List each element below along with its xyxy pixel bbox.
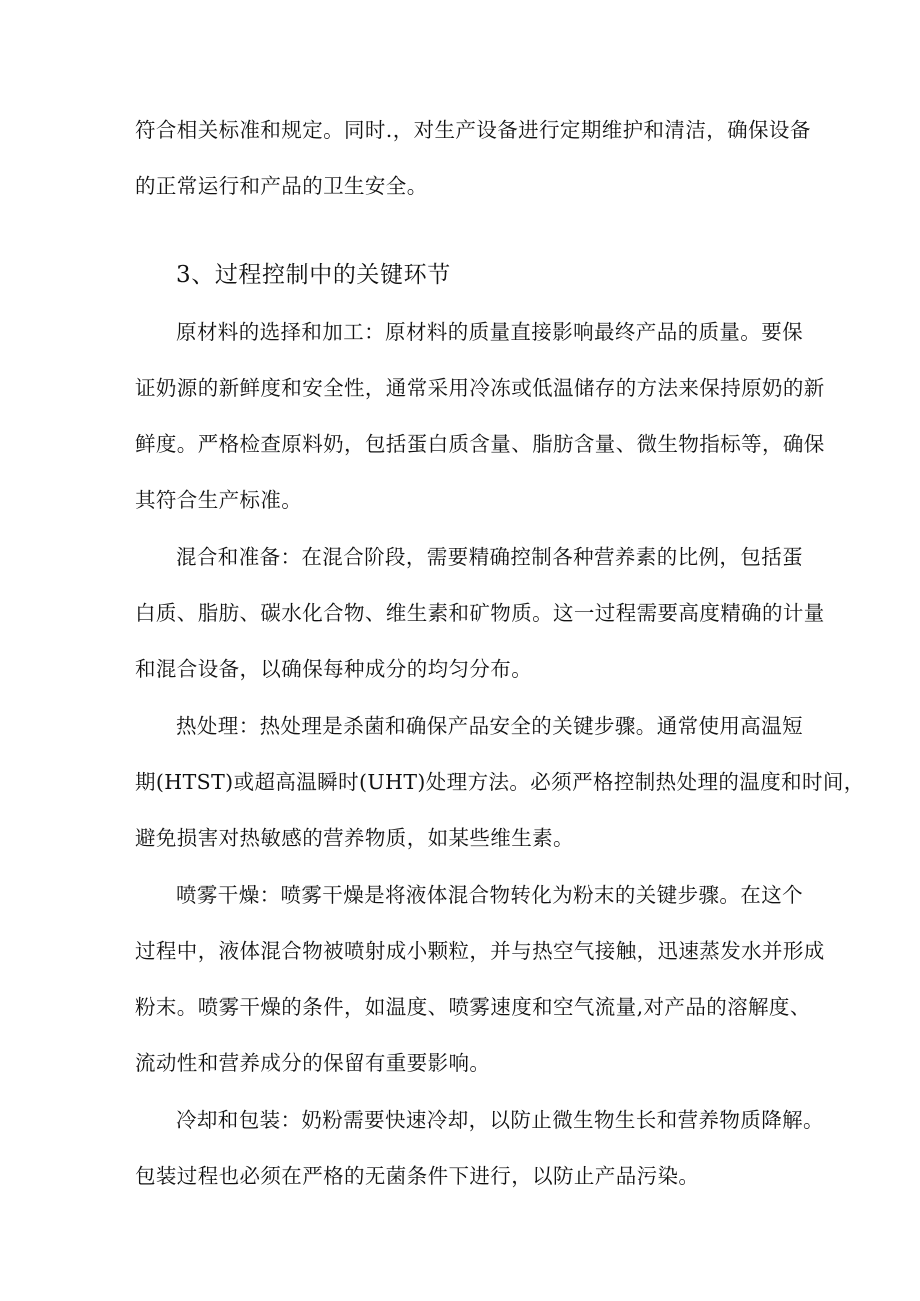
paragraph-line: 冷却和包装：奶粉需要快速冷却，以防止微生物生长和营养物质降解。	[176, 1108, 824, 1132]
paragraph-line: 和混合设备，以确保每种成分的均匀分布。	[135, 657, 533, 681]
paragraph-line: 鲜度。严格检查原料奶，包括蛋白质含量、脂肪含量、微生物指标等，确保	[135, 432, 825, 456]
paragraph-line: 其符合生产标准。	[135, 488, 303, 512]
paragraph-line: 过程中，液体混合物被喷射成小颗粒，并与热空气接触，迅速蒸发水并形成	[135, 939, 825, 963]
paragraph-line: 热处理：热处理是杀菌和确保产品安全的关键步骤。通常使用高温短	[176, 714, 803, 738]
paragraph-line: 流动性和营养成分的保留有重要影响。	[135, 1051, 491, 1075]
paragraph-line: 原材料的选择和加工：原材料的质量直接影响最终产品的质量。要保	[176, 320, 803, 344]
section-heading: 3、过程控制中的关键环节	[176, 262, 451, 288]
paragraph-line: 白质、脂肪、碳水化合物、维生素和矿物质。这一过程需要高度精确的计量	[135, 601, 825, 625]
continuation-line: 符合相关标准和规定。同时.，对生产设备进行定期维护和清洁，确保设备	[135, 118, 811, 142]
paragraph-line: 期(HTST)或超高温瞬时(UHT)处理方法。必须严格控制热处理的温度和时间，	[135, 770, 865, 794]
paragraph-line: 避免损害对热敏感的营养物质，如某些维生素。	[135, 826, 574, 850]
paragraph-line: 混合和准备：在混合阶段，需要精确控制各种营养素的比例，包括蛋	[176, 545, 803, 569]
paragraph-line: 喷雾干燥：喷雾干燥是将液体混合物转化为粉末的关键步骤。在这个	[176, 883, 803, 907]
paragraph-line: 粉末。喷雾干燥的条件，如温度、喷雾速度和空气流量,对产品的溶解度、	[135, 995, 811, 1019]
paragraph-line: 证奶源的新鲜度和安全性，通常采用冷冻或低温储存的方法来保持原奶的新	[135, 376, 825, 400]
paragraph-line: 包装过程也必须在严格的无菌条件下进行，以防止产品污染。	[135, 1164, 700, 1188]
continuation-line: 的正常运行和产品的卫生安全。	[135, 174, 428, 198]
